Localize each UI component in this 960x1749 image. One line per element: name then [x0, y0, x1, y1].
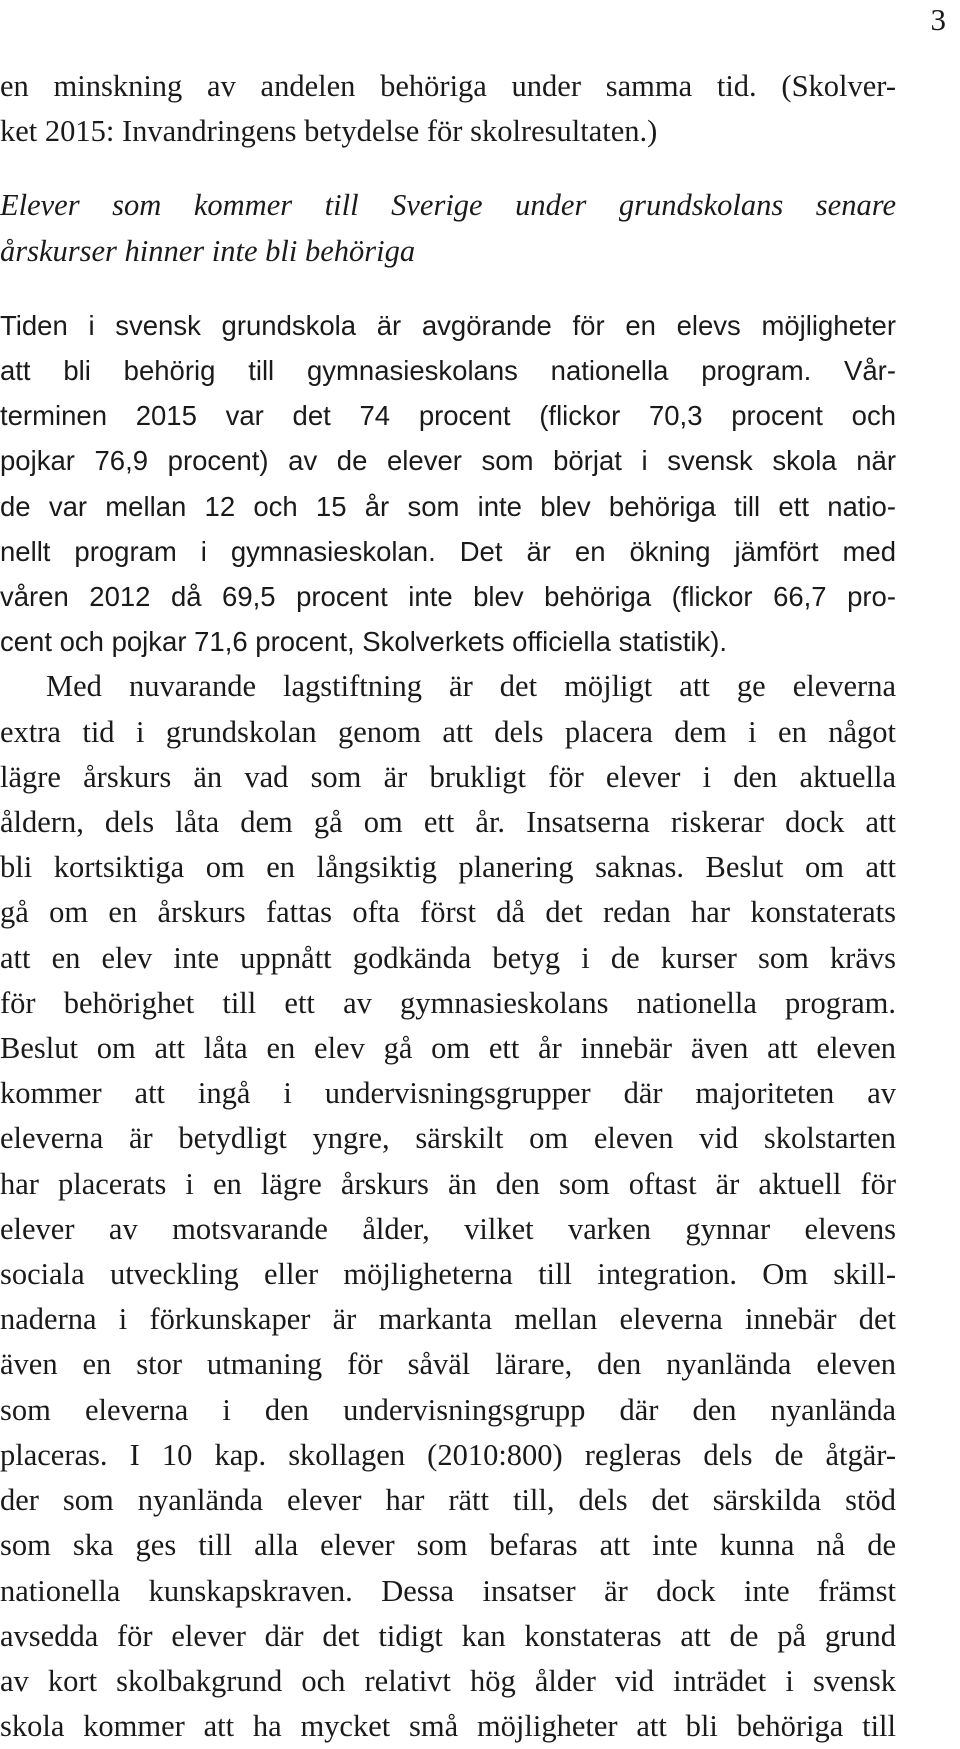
text-line: der som nyanlända elever har rätt till, dels det särskilda stöd — [0, 1483, 896, 1518]
intro-paragraph — [0, 64, 896, 154]
text-line: nellt program i gymnasieskolan. Det är en ökning jämfört med — [0, 535, 896, 567]
text-line: pojkar 76,9 procent) av de elever som börjat i svensk skola när — [0, 445, 896, 477]
paragraph-2 — [0, 664, 896, 1749]
text-line: Beslut om att låta en elev gå om ett år innebär även att eleven — [0, 1031, 896, 1066]
text-line: bli kortsiktiga om en långsiktig planering saknas. Beslut om att — [0, 850, 896, 885]
text-line: våren 2012 då 69,5 procent inte blev behöriga (flickor 66,7 pro- — [0, 581, 896, 613]
section-heading — [0, 183, 896, 273]
text-line: som eleverna i den undervisningsgrupp där den nyanlända — [0, 1392, 896, 1427]
text-line: naderna i förkunskaper är markanta mellan eleverna innebär det — [0, 1302, 896, 1337]
page-number: 3 — [930, 2, 946, 37]
text-line: avsedda för elever där det tidigt kan konstateras att de på grund — [0, 1618, 896, 1653]
text-line: cent och pojkar 71,6 procent, Skolverkets officiella statistik). — [0, 626, 728, 658]
text-line: nationella kunskapskraven. Dessa insatser är dock inte främst — [0, 1573, 896, 1608]
heading-line: årskurser hinner inte bli behöriga — [0, 233, 416, 268]
text-line: placeras. I 10 kap. skollagen (2010:800) regleras dels de åtgär- — [0, 1437, 896, 1472]
text-line: som ska ges till alla elever som befaras att inte kunna nå de — [0, 1528, 896, 1563]
heading-line: Elever som kommer till Sverige under grundskolans senare — [0, 188, 896, 223]
text-line: extra tid i grundskolan genom att dels placera dem i en något — [0, 714, 896, 749]
text-line: ket 2015: Invandringens betydelse för skolresultaten.) — [0, 114, 658, 149]
text-line: lägre årskurs än vad som är brukligt för elever i den aktuella — [0, 759, 896, 794]
text-line: av kort skolbakgrund och relativt hög ålder vid inträdet i svensk — [0, 1663, 896, 1698]
text-line: terminen 2015 var det 74 procent (flickor 70,3 procent och — [0, 400, 896, 432]
text-line: för behörighet till ett av gymnasieskolans nationella program. — [0, 985, 896, 1020]
text-line: har placerats i en lägre årskurs än den som oftast är aktuell för — [0, 1166, 896, 1201]
text-line: sociala utveckling eller möjligheterna till integration. Om skill- — [0, 1257, 896, 1292]
text-line: eleverna är betydligt yngre, särskilt om eleven vid skolstarten — [0, 1121, 896, 1156]
text-line: gå om en årskurs fattas ofta först då det redan har konstaterats — [0, 895, 896, 930]
text-line: Tiden i svensk grundskola är avgörande för en elevs möjligheter — [0, 309, 896, 341]
document-body — [0, 64, 896, 1749]
text-line: skola kommer att ha mycket små möjligheter att bli behöriga till — [0, 1709, 896, 1744]
text-line: elever av motsvarande ålder, vilket varken gynnar elevens — [0, 1211, 896, 1246]
text-line: att en elev inte uppnått godkända betyg i de kurser som krävs — [0, 940, 896, 975]
text-line: de var mellan 12 och 15 år som inte blev behöriga till ett natio- — [0, 490, 896, 522]
text-line: en minskning av andelen behöriga under samma tid. (Skolver- — [0, 69, 896, 103]
text-line: att bli behörig till gymnasieskolans nationella program. Vår- — [0, 355, 896, 387]
text-line: kommer att ingå i undervisningsgrupper där majoriteten av — [0, 1076, 896, 1111]
text-line: även en stor utmaning för såväl lärare, den nyanlända eleven — [0, 1347, 896, 1382]
paragraph-1 — [0, 303, 896, 665]
text-line: åldern, dels låta dem gå om ett år. Insatserna riskerar dock att — [0, 805, 896, 840]
text-line: Med nuvarande lagstiftning är det möjligt att ge eleverna — [46, 669, 896, 704]
